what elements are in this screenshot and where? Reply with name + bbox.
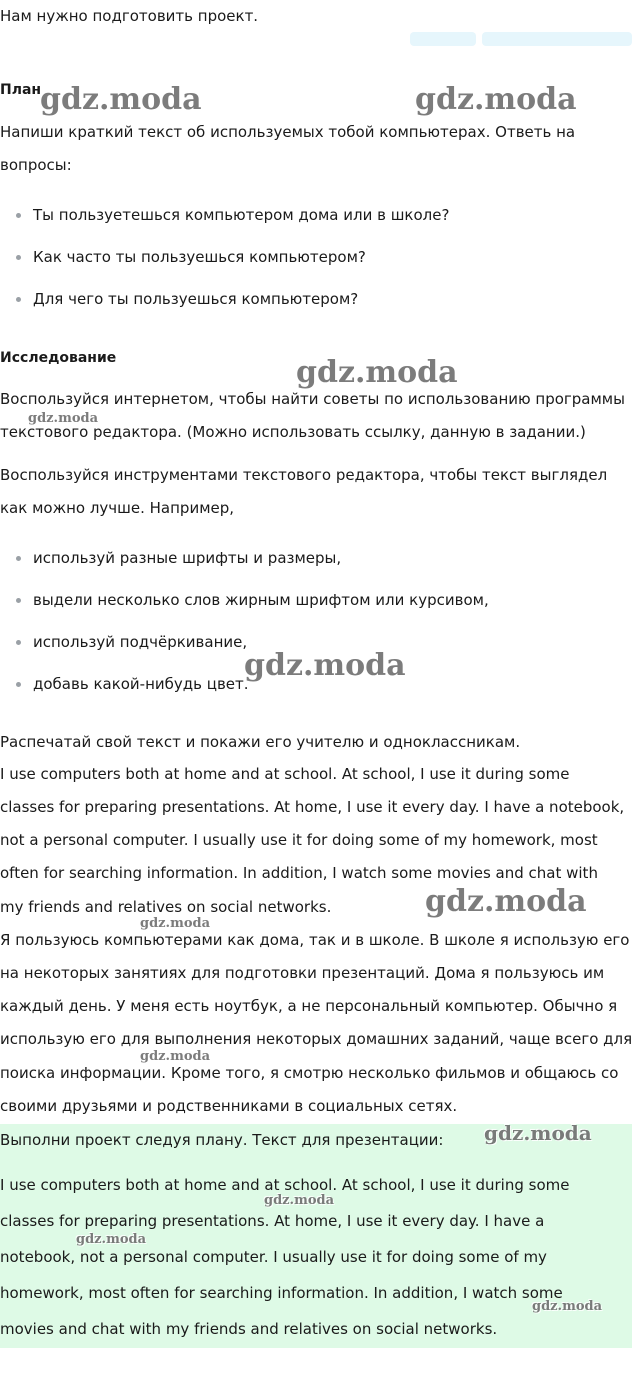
research-line: Воспользуйся инструментами текстового редактора, чтобы текст выглядел (0, 466, 608, 484)
bullet-dot (16, 255, 21, 260)
plan-heading: План (0, 82, 42, 98)
watermark: gdz.moda (140, 916, 211, 931)
answer-ru-line: каждый день. У меня есть ноутбук, а не персональный компьютер. Обычно я (0, 997, 618, 1015)
plan-line: вопросы: (0, 156, 72, 174)
research-bullet: используй подчёркивание, (33, 633, 248, 651)
watermark: gdz.moda (484, 1121, 592, 1145)
watermark: gdz.moda (28, 411, 99, 426)
answer-ru-line: своими друзьями и родственниками в социальных сетях. (0, 1097, 458, 1115)
plan-line: Напиши краткий текст об используемых тобой компьютерах. Ответь на (0, 123, 576, 141)
research-bullet: добавь какой-нибудь цвет. (33, 675, 249, 693)
bullet-dot (16, 598, 21, 603)
presentation-line: classes for preparing presentations. At home, I use it every day. I have a (0, 1212, 545, 1230)
answer-ru-line: на некоторых занятиях для подготовки презентаций. Дома я пользуюсь им (0, 964, 605, 982)
watermark: gdz.moda (40, 82, 202, 117)
watermark: gdz.moda (415, 82, 577, 117)
research-bullet: используй разные шрифты и размеры, (33, 549, 342, 567)
bullet-dot (16, 640, 21, 645)
watermark: gdz.moda (532, 1299, 603, 1314)
answer-en-line: I use computers both at home and at school. At school, I use it during some (0, 765, 570, 783)
watermark: gdz.moda (140, 1049, 211, 1064)
presentation-line: I use computers both at home and at school. At school, I use it during some (0, 1176, 570, 1194)
answer-ru-line: поиска информации. Кроме того, я смотрю несколько фильмов и общаюсь со (0, 1064, 619, 1082)
intro-text: Нам нужно подготовить проект. (0, 7, 259, 25)
research-bullet: выдели несколько слов жирным шрифтом или курсивом, (33, 591, 489, 609)
watermark: gdz.moda (425, 884, 587, 919)
watermark: gdz.moda (296, 355, 458, 390)
watermark: gdz.moda (76, 1232, 147, 1247)
faded-tab (410, 32, 476, 46)
presentation-line: movies and chat with my friends and relatives on social networks. (0, 1320, 498, 1338)
faded-tab (482, 32, 632, 46)
bullet-dot (16, 297, 21, 302)
research-line: Воспользуйся интернетом, чтобы найти советы по использованию программы (0, 390, 625, 408)
bullet-dot (16, 213, 21, 218)
research-line: текстового редактора. (Можно использовать ссылку, данную в задании.) (0, 423, 586, 441)
print-instruction: Распечатай свой текст и покажи его учителю и одноклассникам. (0, 733, 521, 751)
answer-en-line: classes for preparing presentations. At home, I use it every day. I have a notebook, (0, 798, 625, 816)
answer-ru-line: использую его для выполнения некоторых домашних заданий, чаще всего для (0, 1030, 632, 1048)
bullet-dot (16, 682, 21, 687)
watermark: gdz.moda (264, 1193, 335, 1208)
presentation-line: homework, most often for searching information. In addition, I watch some (0, 1284, 563, 1302)
bullet-dot (16, 556, 21, 561)
research-line: как можно лучше. Например, (0, 499, 235, 517)
plan-bullet: Для чего ты пользуешься компьютером? (33, 290, 359, 308)
answer-ru-line: Я пользуюсь компьютерами как дома, так и в школе. В школе я использую его (0, 931, 630, 949)
answer-en-line: not a personal computer. I usually use it for doing some of my homework, most (0, 831, 598, 849)
watermark: gdz.moda (244, 648, 406, 683)
presentation-line: notebook, not a personal computer. I usually use it for doing some of my (0, 1248, 547, 1266)
plan-bullet: Как часто ты пользуешься компьютером? (33, 248, 366, 266)
presentation-title: Выполни проект следуя плану. Текст для презентации: (0, 1131, 444, 1149)
answer-en-line: my friends and relatives on social networks. (0, 898, 332, 916)
answer-en-line: often for searching information. In addition, I watch some movies and chat with (0, 864, 598, 882)
research-heading: Исследование (0, 350, 117, 366)
plan-bullet: Ты пользуетешься компьютером дома или в школе? (33, 206, 450, 224)
